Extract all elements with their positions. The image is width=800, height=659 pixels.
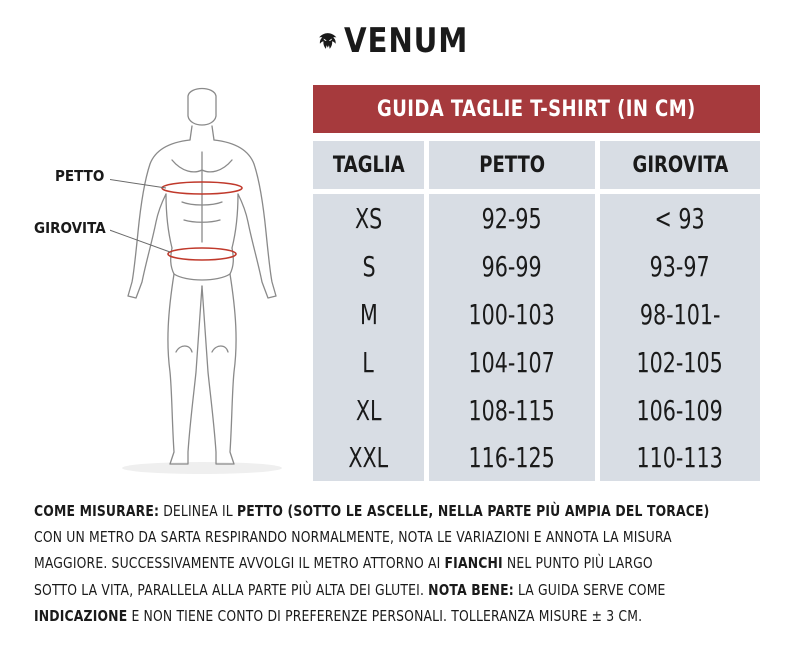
body-illustration xyxy=(110,82,295,482)
table-cell: M xyxy=(359,297,378,331)
table-cell: 116-125 xyxy=(468,440,556,474)
instructions-line: SOTTO LA VITA, PARALLELA ALLA PARTE PIÙ ALTA DEI GLUTEI. NOTA BENE: LA GUIDA SERVE COME xyxy=(34,580,666,599)
brand-logo xyxy=(318,16,488,66)
table-cell: 106-109 xyxy=(636,393,724,427)
size-column xyxy=(313,194,424,481)
brand-name: VENUM xyxy=(343,21,468,61)
table-cell: XXL xyxy=(348,440,389,474)
instructions-line: CON UN METRO DA SARTA RESPIRANDO NORMALMENTE, NOTA LE VARIAZIONI E ANNOTA LA MISURA xyxy=(34,528,672,547)
instructions-line: COME MISURARE: DELINEA IL PETTO (SOTTO LE ASCELLE, NELLA PARTE PIÙ AMPIA DEL TORACE) xyxy=(34,502,710,520)
table-cell: XL xyxy=(355,393,382,427)
instructions-line: INDICAZIONE E NON TIENE CONTO DI PREFERENZE PERSONALI. TOLLERANZA MISURE ± 3 CM. xyxy=(34,606,643,625)
table-cell: < 93 xyxy=(654,201,706,235)
measuring-instructions xyxy=(34,498,774,629)
table-cell: 93-97 xyxy=(649,249,711,283)
table-cell: 92-95 xyxy=(481,201,543,235)
waist-callout: GIROVITA xyxy=(34,219,106,237)
column-header-waist: GIROVITA xyxy=(600,141,760,189)
table-cell: XS xyxy=(354,201,383,235)
table-cell: 108-115 xyxy=(468,393,556,427)
venum-snake-head-icon xyxy=(318,18,338,64)
chest-callout: PETTO xyxy=(55,167,105,185)
size-guide-title: GUIDA TAGLIE T-SHIRT (IN CM) xyxy=(313,85,760,133)
table-cell: S xyxy=(361,249,376,283)
table-cell: 100-103 xyxy=(468,297,556,331)
column-header-size: TAGLIA xyxy=(313,141,424,189)
table-cell: 104-107 xyxy=(468,345,556,379)
instructions-line: MAGGIORE. SUCCESSIVAMENTE AVVOLGI IL METRO ATTORNO AI FIANCHI NEL PUNTO PIÙ LARGO xyxy=(34,554,653,573)
column-header-chest: PETTO xyxy=(429,141,595,189)
table-cell: 102-105 xyxy=(636,345,724,379)
waist-column xyxy=(600,194,760,481)
chest-column xyxy=(429,194,595,481)
table-cell: L xyxy=(362,345,375,379)
table-cell: 110-113 xyxy=(636,440,724,474)
table-cell: 98-101- xyxy=(639,297,721,331)
table-cell: 96-99 xyxy=(481,249,543,283)
